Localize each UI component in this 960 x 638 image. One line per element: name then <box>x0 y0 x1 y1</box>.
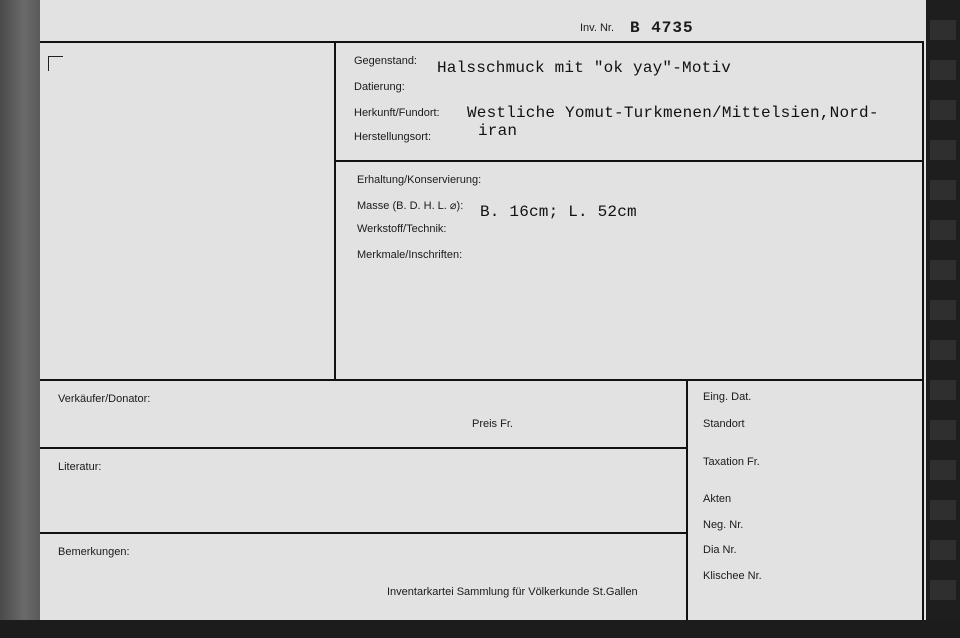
film-perforation <box>930 100 956 120</box>
film-perforation <box>930 460 956 480</box>
film-perforation <box>930 420 956 440</box>
rule-photo-divider <box>334 41 336 381</box>
masse-value: B. 16cm; L. 52cm <box>480 203 637 221</box>
rule-top <box>40 41 924 43</box>
eing-dat-label: Eing. Dat. <box>703 391 752 403</box>
inv-nr-value: B 4735 <box>630 19 694 37</box>
inventory-card <box>40 0 926 620</box>
gegenstand-label: Gegenstand: <box>354 55 417 67</box>
klischee-nr-label: Klischee Nr. <box>703 570 762 582</box>
rule-mid <box>40 379 924 381</box>
film-perforation <box>930 60 956 80</box>
standort-label: Standort <box>703 418 745 430</box>
literatur-label: Literatur: <box>58 461 102 473</box>
film-perforation <box>930 540 956 560</box>
werkstoff-label: Werkstoff/Technik: <box>357 223 447 235</box>
film-perforation <box>930 140 956 160</box>
photo-corner-mark <box>48 56 63 71</box>
film-perforation <box>930 300 956 320</box>
film-perforation <box>930 380 956 400</box>
background-bottom-edge <box>0 620 960 638</box>
card-footer: Inventarkartei Sammlung für Völkerkunde St.Gallen <box>387 586 638 598</box>
film-perforation <box>930 180 956 200</box>
merkmale-label: Merkmale/Inschriften: <box>357 249 463 261</box>
bemerkungen-label: Bemerkungen: <box>58 546 130 558</box>
film-perforation <box>930 580 956 600</box>
datierung-label: Datierung: <box>354 81 405 93</box>
masse-label: Masse (B. D. H. L. ⌀): <box>357 200 464 212</box>
taxation-label: Taxation Fr. <box>703 456 760 468</box>
inv-nr-label: Inv. Nr. <box>580 22 615 34</box>
preis-label: Preis Fr. <box>472 418 513 430</box>
verkaeufer-label: Verkäufer/Donator: <box>58 393 151 405</box>
neg-nr-label: Neg. Nr. <box>703 519 744 531</box>
film-perforation <box>930 220 956 240</box>
herkunft-value-line2: iran <box>478 122 518 140</box>
rule-verkaeufer-literatur <box>40 447 686 449</box>
herstellungsort-label: Herstellungsort: <box>354 131 432 143</box>
rule-right-edge <box>922 41 924 620</box>
rule-object-condition <box>335 160 924 162</box>
gegenstand-value: Halsschmuck mit "ok yay"-Motiv <box>437 59 732 77</box>
film-perforation <box>930 20 956 40</box>
film-perforation <box>930 500 956 520</box>
herkunft-value-line1: Westliche Yomut-Turkmenen/Mittelsien,Nord- <box>467 104 879 122</box>
film-perforation <box>930 260 956 280</box>
film-perforation <box>930 340 956 360</box>
dia-nr-label: Dia Nr. <box>703 544 737 556</box>
background-left-edge <box>0 0 40 638</box>
rule-literatur-bemerkungen <box>40 532 686 534</box>
herkunft-label: Herkunft/Fundort: <box>354 107 440 119</box>
akten-label: Akten <box>703 493 732 505</box>
erhaltung-label: Erhaltung/Konservierung: <box>357 174 482 186</box>
rule-side-divider <box>686 379 688 620</box>
background-right-edge <box>926 0 960 638</box>
